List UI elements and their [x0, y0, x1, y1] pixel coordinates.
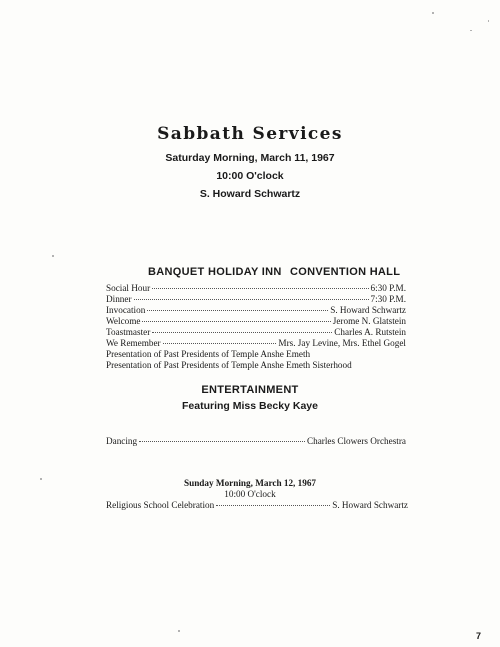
leader-dots	[134, 299, 369, 300]
program-value: S. Howard Schwartz	[330, 305, 406, 315]
sunday-value: S. Howard Schwartz	[332, 500, 408, 510]
program-value: 7:30 P.M.	[370, 294, 406, 304]
scan-speck	[432, 12, 434, 14]
leader-dots	[216, 505, 330, 506]
sunday-label: Religious School Celebration	[106, 500, 215, 510]
presentation-line: Presentation of Past Presidents of Temple Anshe Emeth	[106, 349, 311, 359]
program-row	[106, 294, 406, 305]
page-title: Sabbath Services	[157, 124, 343, 144]
leader-dots	[142, 321, 330, 322]
sunday-row	[106, 500, 408, 511]
program-row	[106, 316, 406, 327]
scan-speck	[52, 255, 54, 257]
leader-dots	[152, 288, 368, 289]
service-leader: S. Howard Schwartz	[199, 188, 301, 200]
scan-speck	[470, 30, 472, 31]
program-value: Jerome N. Glatstein	[332, 316, 406, 326]
program-label: We Remember	[106, 338, 161, 348]
program-row	[106, 283, 406, 294]
leader-dots	[139, 441, 305, 442]
entertainment-featuring: Featuring Miss Becky Kaye	[182, 400, 318, 412]
program-value: Charles A. Rutstein	[334, 327, 406, 337]
presentation-line: Presentation of Past Presidents of Temple Anshe Emeth Sisterhood	[106, 360, 352, 370]
program-value: Mrs. Jay Levine, Mrs. Ethel Gogel	[278, 338, 406, 348]
program-row	[106, 327, 406, 338]
dancing-row	[106, 436, 406, 447]
program-row	[106, 338, 406, 349]
banquet-heading: BANQUET	[148, 266, 205, 278]
leader-dots	[163, 343, 277, 344]
program-row	[106, 305, 406, 316]
sunday-heading: Sunday Morning, March 12, 1967	[183, 478, 317, 488]
banquet-hall: CONVENTION HALL	[290, 266, 401, 278]
scan-speck	[488, 20, 489, 22]
leader-dots	[152, 332, 332, 333]
leader-dots	[147, 310, 328, 311]
scan-speck	[178, 630, 180, 632]
sunday-time: 10:00 O'clock	[224, 489, 276, 499]
page-number: 7	[476, 631, 482, 641]
dancing-label: Dancing	[106, 436, 138, 446]
entertainment-heading: ENTERTAINMENT	[201, 384, 299, 396]
banquet-venue: HOLIDAY INN	[208, 266, 282, 278]
service-date: Saturday Morning, March 11, 1967	[165, 152, 335, 164]
program-value: 6:30 P.M.	[370, 283, 406, 293]
program-label: Welcome	[106, 316, 141, 326]
program-label: Invocation	[106, 305, 146, 315]
program-label: Dinner	[106, 294, 132, 304]
program-label: Social Hour	[106, 283, 151, 293]
service-time: 10:00 O'clock	[216, 170, 284, 182]
program-label: Toastmaster	[106, 327, 151, 337]
dancing-value: Charles Clowers Orchestra	[307, 436, 406, 446]
